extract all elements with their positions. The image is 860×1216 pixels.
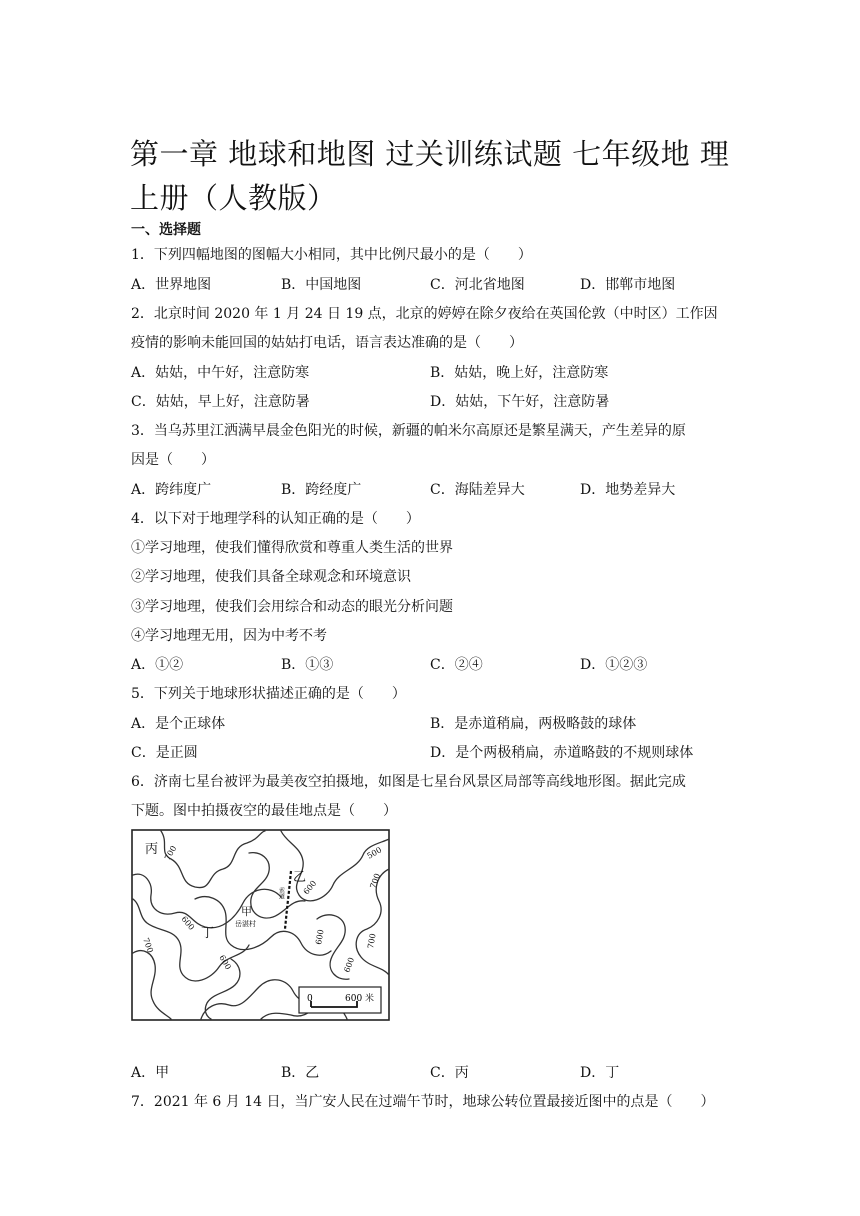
question-4-item-4: ④学习地理无用，因为中考不考	[131, 628, 327, 644]
question-4-item-3: ③学习地理，使我们会用综合和动态的眼光分析问题	[131, 599, 453, 615]
question-3-stem-line-2: 因是（ ）	[131, 452, 215, 468]
question-2-option-c: C．姑姑，早上好，注意防暑	[131, 394, 310, 410]
contour-value: 700	[141, 936, 155, 955]
question-1-option-a: A．世界地图	[131, 277, 212, 293]
question-4-option-d: D．①②③	[580, 657, 648, 673]
scale-bar	[299, 987, 381, 1013]
map-label-ding: 丁	[201, 926, 215, 941]
question-2-stem-line-1: 2．北京时间 2020 年 1 月 24 日 19 点，北京的婷婷在除夕夜给在英国伦敦（中时区）工作因	[131, 306, 718, 322]
village-label: 岳湛村	[235, 920, 256, 928]
question-3-option-a: A．跨纬度广	[131, 482, 212, 498]
map-label-bing: 丙	[145, 842, 159, 857]
contour-value: 600	[342, 956, 357, 974]
question-2-option-a: A．姑姑，中午好，注意防寒	[131, 365, 310, 381]
question-4-item-2: ②学习地理，使我们具备全球观念和环境意识	[131, 569, 411, 585]
question-4-option-b: B．①③	[281, 657, 334, 673]
question-3-option-c: C．海陆差异大	[430, 482, 525, 498]
contour-value: 600	[179, 914, 197, 932]
contour-value: 600	[301, 878, 319, 897]
question-4-stem: 4．以下对于地理学科的认知正确的是（ ）	[131, 511, 420, 527]
question-1-option-d: D．邯郸市地图	[580, 277, 676, 293]
scale-zero: 0	[307, 994, 313, 1004]
question-1-option-b: B．中国地图	[281, 277, 362, 293]
question-1-stem: 1．下列四幅地图的图幅大小相同，其中比例尺最小的是（ ）	[131, 247, 532, 263]
section-heading: 一、选择题	[131, 222, 201, 238]
question-4-option-c: C．②④	[430, 657, 483, 673]
contour-value: 600	[217, 953, 233, 972]
scale-value: 600 米	[345, 994, 375, 1004]
question-6-option-d: D．丁	[580, 1065, 620, 1081]
question-5-option-a: A．是个正球体	[131, 716, 226, 732]
contour-value: 500	[365, 845, 384, 861]
question-3-option-d: D．地势差异大	[580, 482, 676, 498]
question-2-option-d: D．姑姑，下午好，注意防暑	[430, 394, 610, 410]
contour-value: 700	[162, 844, 179, 862]
map-label-yi: 乙	[293, 870, 307, 885]
question-5-stem: 5．下列关于地球形状描述正确的是（ ）	[131, 686, 406, 702]
question-1-option-c: C．河北省地图	[430, 277, 525, 293]
question-7-stem: 7．2021 年 6 月 14 日，当广安人民在过端午节时，地球公转位置最接近图中的点是（ ）	[131, 1094, 715, 1110]
question-6-option-c: C．丙	[430, 1065, 469, 1081]
question-4-item-1: ①学习地理，使我们懂得欣赏和尊重人类生活的世界	[131, 540, 453, 556]
contour-value: 700	[366, 932, 378, 950]
question-2-stem-line-2: 疫情的影响未能回国的姑姑打电话，语言表达准确的是（ ）	[131, 335, 523, 351]
question-2-option-b: B．姑姑，晚上好，注意防寒	[430, 365, 609, 381]
question-5-option-b: B．是赤道稍扁，两极略鼓的球体	[430, 716, 637, 732]
question-6-stem-line-2: 下题。图中拍摄夜空的最佳地点是（ ）	[131, 803, 397, 819]
question-6-option-b: B．乙	[281, 1065, 320, 1081]
question-3-option-b: B．跨经度广	[281, 482, 362, 498]
question-3-stem-line-1: 3．当乌苏里江洒满早晨金色阳光的时候，新疆的帕米尔高原还是繁星满天，产生差异的原	[131, 423, 686, 439]
contour-map-figure	[131, 829, 390, 1021]
page-title: 第一章 地球和地图 过关训练试题 七年级地 理上册（人教版）	[130, 137, 730, 215]
contour-value: 700	[368, 872, 383, 890]
question-4-option-a: A．①②	[131, 657, 184, 673]
map-label-jia: 甲	[241, 905, 252, 918]
cable-car-label: 索道	[277, 887, 285, 899]
contour-value: 600	[314, 928, 326, 946]
question-6-stem-line-1: 6．济南七星台被评为最美夜空拍摄地，如图是七星台风景区局部等高线地形图。据此完成	[131, 774, 686, 790]
question-6-option-a: A．甲	[131, 1065, 170, 1081]
question-5-option-d: D．是个两极稍扁，赤道略鼓的不规则球体	[430, 745, 694, 761]
question-5-option-c: C．是正圆	[131, 745, 198, 761]
